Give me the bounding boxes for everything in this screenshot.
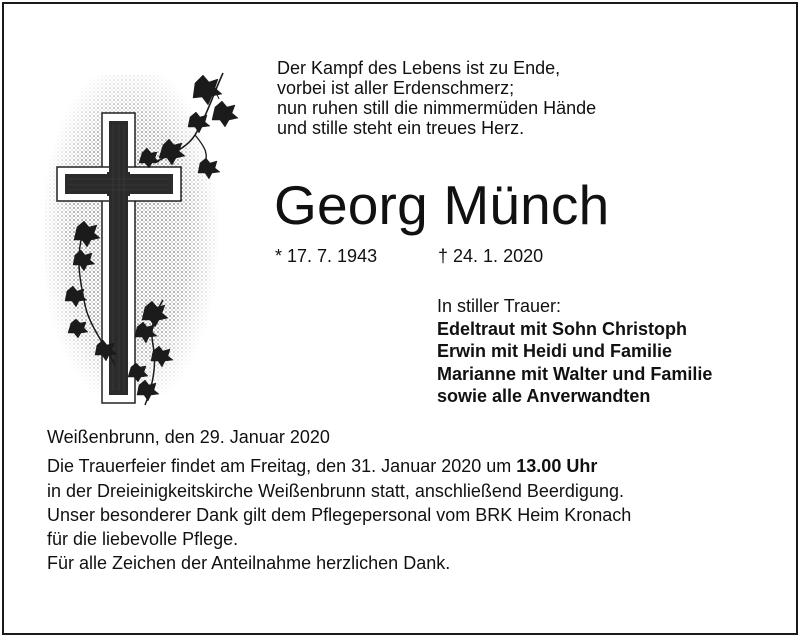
cross-with-ivy-icon — [45, 55, 245, 410]
funeral-announcement — [47, 454, 767, 478]
mourner-name: Edeltraut mit Sohn Christoph — [437, 318, 687, 339]
funeral-time: 13.00 Uhr — [516, 456, 598, 477]
footer-line: Für alle Zeichen der Anteilnahme herzlichen Dank. — [47, 553, 451, 574]
mourners-intro: In stiller Trauer: — [437, 296, 562, 316]
poem-line: Der Kampf des Lebens ist zu Ende, — [277, 58, 561, 78]
funeral-text: Die Trauerfeier findet am Freitag, den 31. Januar 2020 um — [47, 456, 512, 477]
place-date: Weißenbrunn, den 29. Januar 2020 — [47, 427, 330, 447]
notice-footer — [47, 425, 767, 576]
birth-date: * 17. 7. 1943 — [275, 246, 378, 266]
poem-line: nun ruhen still die nimmermüden Hände — [277, 98, 597, 118]
death-date: † 24. 1. 2020 — [438, 246, 544, 266]
memorial-poem — [277, 58, 737, 138]
footer-line: Unser besonderer Dank gilt dem Pflegepersonal vom BRK Heim Kronach — [47, 504, 632, 525]
mourner-name: Erwin mit Heidi und Familie — [437, 341, 673, 361]
footer-line: für die liebevolle Pflege. — [47, 529, 239, 550]
mourner-name: sowie alle Anverwandten — [437, 386, 651, 406]
mourner-name: Marianne mit Walter und Familie — [437, 363, 713, 384]
mourners-block — [437, 295, 712, 408]
poem-line: vorbei ist aller Erdenschmerz; — [277, 78, 515, 98]
deceased-name: Georg Münch — [274, 174, 610, 236]
life-dates — [275, 244, 543, 268]
poem-line: und stille steht ein treues Herz. — [277, 118, 525, 138]
footer-line: in der Dreieinigkeitskirche Weißenbrunn statt, anschließend Beerdigung. — [47, 480, 624, 501]
